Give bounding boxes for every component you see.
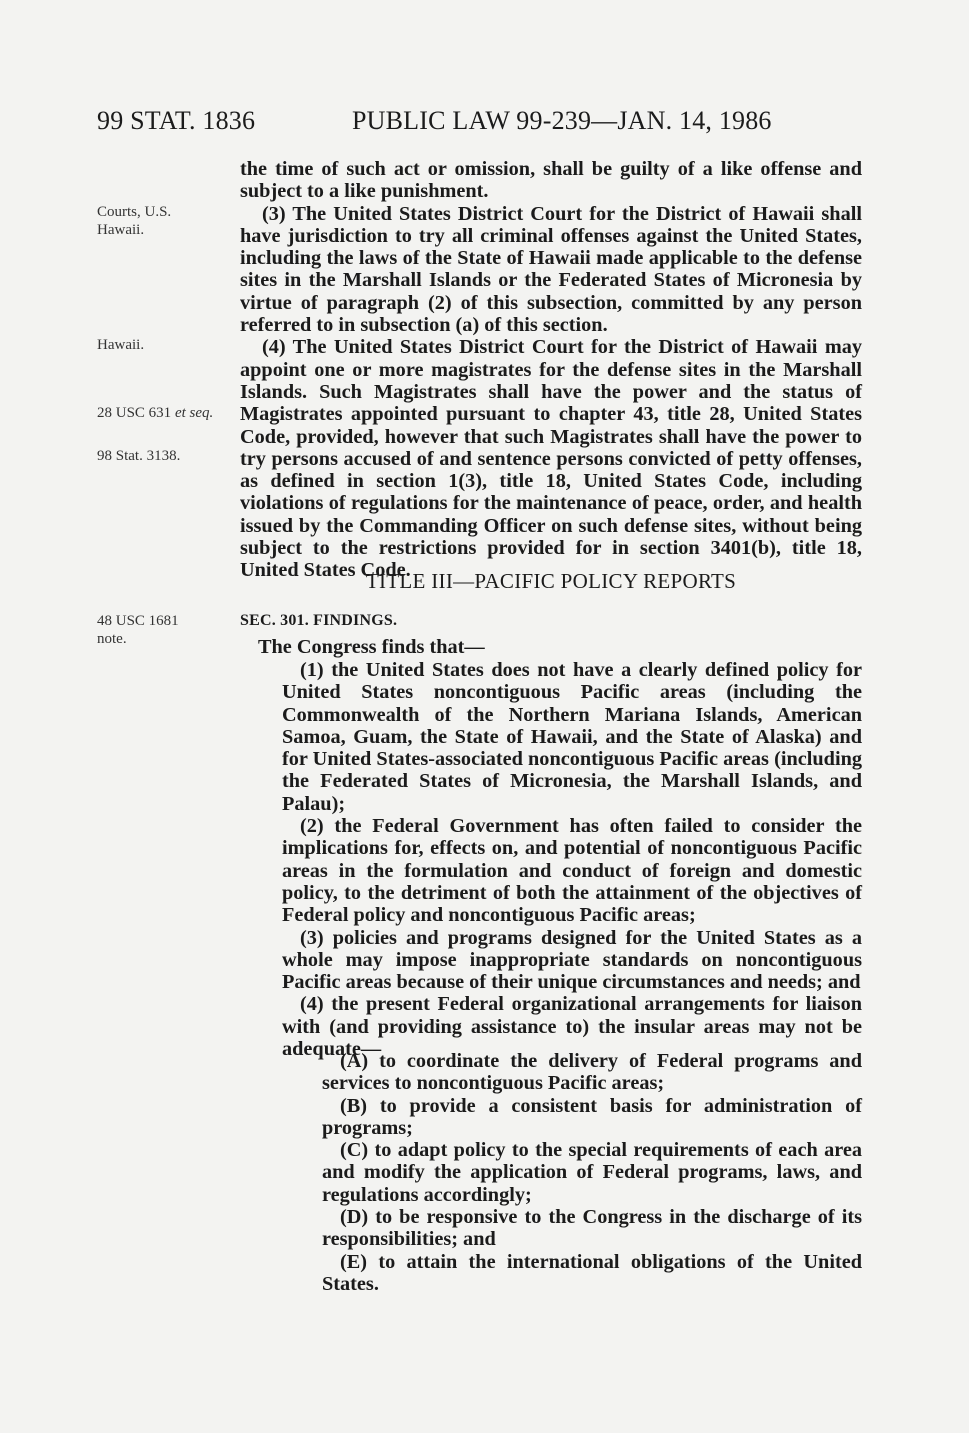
subfinding-a: (A) to coordinate the delivery of Federal programs and services to noncontiguous Pacific areas; [322, 1050, 862, 1095]
finding-3: (3) policies and programs designed for the United States as a whole may impose inappropriate standards on noncontiguous Pacific areas because of their unique circumstances and needs; and [282, 926, 862, 994]
title-heading: TITLE III—PACIFIC POLICY REPORTS [365, 569, 737, 593]
section-heading: SEC. 301. FINDINGS. [240, 612, 398, 629]
running-head-title: PUBLIC LAW 99-239—JAN. 14, 1986 [352, 106, 772, 135]
margin-note-courts: Courts, U.S. Hawaii. [97, 204, 172, 238]
paragraph-4: (4) The United States District Court for the District of Hawaii may appoint one or more magistrates for the defense sites in the Marshall Islands. Such Magistrates shall have the power and the status of Magistrates appointed pursuant to chapter 43, title 28, United States Code, provided, however that such Magistrates shall have the power to try persons accused of and sentence persons convicted of petty offenses, as defined in section 1(3), title 18, United States Code, including violations of regulations for the maintenance of peace, order, and health issued by the Commanding Officer on such defense sites, without being subject to the restrictions provided for in section 3401(b), title 18, United States Code. [240, 336, 862, 582]
section-a-text [240, 158, 862, 582]
finding-4: (4) the present Federal organizational arrangements for liaison with (and providing assistance to) the insular areas may not be adequate— [282, 993, 862, 1061]
findings-list [282, 659, 862, 1060]
subfindings-list [322, 1050, 862, 1295]
margin-note-stat: 98 Stat. 3138. [97, 448, 181, 464]
paragraph-3: (3) The United States District Court for the District of Hawaii shall have jurisdiction to try all criminal offenses against the United States, including the laws of the State of Hawaii made applicable to the defense sites in the Marshall Islands or the Federated States of Micronesia by virtue of paragraph (2) of this subsection, committed by any person referred to in subsection (a) of this section. [240, 202, 862, 337]
subfinding-d: (D) to be responsive to the Congress in the discharge of its responsibilities; and [322, 1206, 862, 1251]
margin-note-usc-main: 28 USC 631 [97, 405, 172, 421]
subfinding-c: (C) to adapt policy to the special requirements of each area and modify the application of Federal programs, laws, and regulations accordingly; [322, 1139, 862, 1206]
finding-2: (2) the Federal Government has often failed to consider the implications for, effects on, and potential of noncontiguous Pacific areas in the formulation and conduct of foreign and domestic policy, to the detriment of both the attainment of the objectives of Federal policy and noncontiguous Pacific areas; [282, 815, 862, 927]
subfinding-e: (E) to attain the international obligations of the United States. [322, 1250, 862, 1295]
finding-1: (1) the United States does not have a clearly defined policy for United States noncontiguous Pacific areas (including the Commonwealth of the Northern Mariana Islands, American Samoa, Guam, the State of Hawaii, and the State of Alaska) and for United States-associated noncontiguous Pacific areas (including the Federated States of Micronesia, the Marshall Islands, and Palau); [282, 659, 862, 815]
findings-intro: The Congress finds that— [258, 636, 485, 658]
margin-note-48usc: 48 USC 1681 note. [97, 613, 179, 647]
paragraph-continuation: the time of such act or omission, shall be guilty of a like offense and subject to a like punishment. [240, 158, 862, 203]
subfinding-b: (B) to provide a consistent basis for administration of programs; [322, 1094, 862, 1139]
page-header [0, 106, 969, 146]
margin-note-hawaii: Hawaii. [97, 337, 145, 353]
stat-page-number: 99 STAT. 1836 [97, 106, 256, 135]
margin-note-usc [97, 404, 217, 422]
margin-note-usc-italic: et seq. [174, 405, 214, 421]
